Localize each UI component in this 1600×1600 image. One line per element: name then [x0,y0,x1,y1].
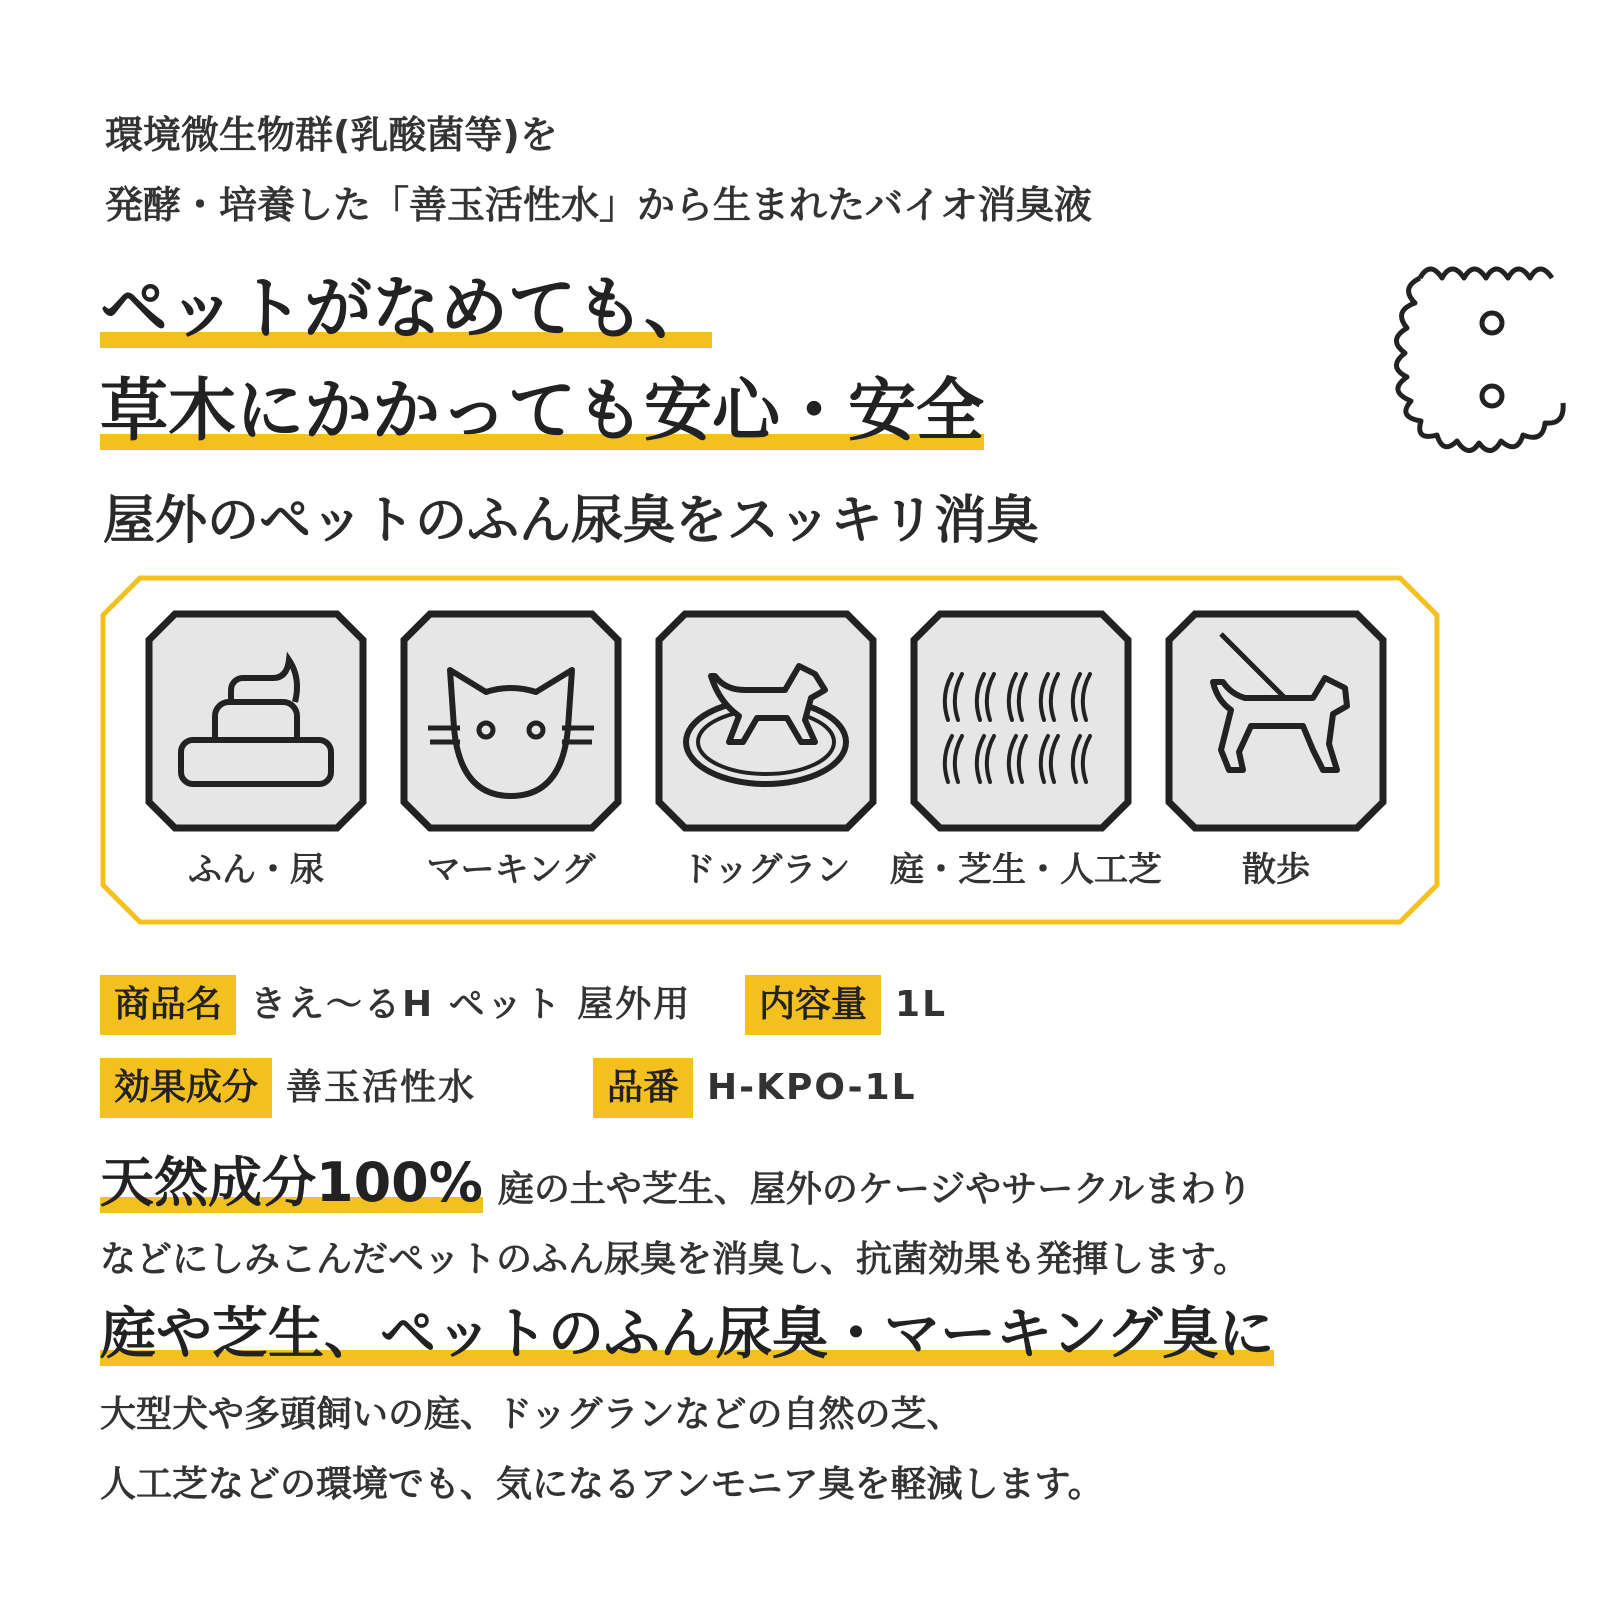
usage-item-walk [1165,610,1387,910]
headline [100,260,984,464]
spec-product-name [100,975,691,1035]
usage-label-walk: 散歩 [1242,850,1310,890]
headline-line-1: ペットがなめても、 [100,260,712,360]
cat-face-icon [400,610,622,832]
usage-item-poop [145,610,367,910]
spec-product-name-value: きえ〜るH ペット 屋外用 [250,984,692,1025]
section-natural-text-2: などにしみこんだペットのふん尿臭を消臭し、抗菌効果も発揮します。 [100,1239,1250,1280]
section-garden-highlight: 庭や芝生、ペットのふん尿臭・マーキング臭に [100,1290,1274,1370]
spec-product-name-label: 商品名 [100,975,236,1035]
usage-label-grass: 庭・芝生・人工芝 [890,850,1162,890]
spec-ingredient-value: 善玉活性水 [286,1067,477,1108]
intro-line-1: 環境微生物群(乳酸菌等)を [105,113,558,157]
section-natural-text-1: 庭の土や芝生、屋外のケージやサークルまわり [497,1169,1253,1210]
intro-line-2: 発酵・培養した「善玉活性水」から生まれたバイオ消臭液 [105,183,1092,227]
usage-label-poop: ふん・尿 [188,850,324,890]
spec-part-number-value: H-KPO-1L [707,1067,917,1108]
usage-item-marking [400,610,622,910]
spec-part-number [593,1058,917,1118]
spec-volume-value: 1L [895,984,948,1025]
usage-item-grass [890,610,1162,910]
spec-part-number-label: 品番 [593,1058,693,1118]
spec-ingredient-label: 効果成分 [100,1058,272,1118]
section-garden-text-2: 人工芝などの環境でも、気になるアンモニア臭を軽減します。 [100,1464,1104,1505]
sparkle-decoration-icon [1380,248,1600,482]
usage-icons [145,610,1385,910]
poop-icon [145,610,367,832]
dog-run-icon [655,610,877,832]
usage-label-marking: マーキング [426,850,596,890]
dog-walk-leash-icon [1165,610,1387,832]
headline-line-2: 草木にかかっても安心・安全 [100,362,984,462]
spec-volume-label: 内容量 [745,975,881,1035]
section-garden-heading [100,1290,1274,1370]
section-garden-body [100,1380,1104,1520]
intro-text [105,100,1092,240]
section-natural [100,1140,1520,1282]
usage-label-dogrun: ドッグラン [681,850,851,890]
spec-ingredient [100,1058,476,1118]
usage-item-dogrun [655,610,877,910]
grass-icon [910,610,1132,832]
spec-volume [745,975,947,1035]
subheading: 屋外のペットのふん尿臭をスッキリ消臭 [103,491,1039,551]
section-garden-text-1: 大型犬や多頭飼いの庭、ドッグランなどの自然の芝、 [100,1394,963,1435]
section-natural-highlight: 天然成分100% [100,1140,483,1217]
